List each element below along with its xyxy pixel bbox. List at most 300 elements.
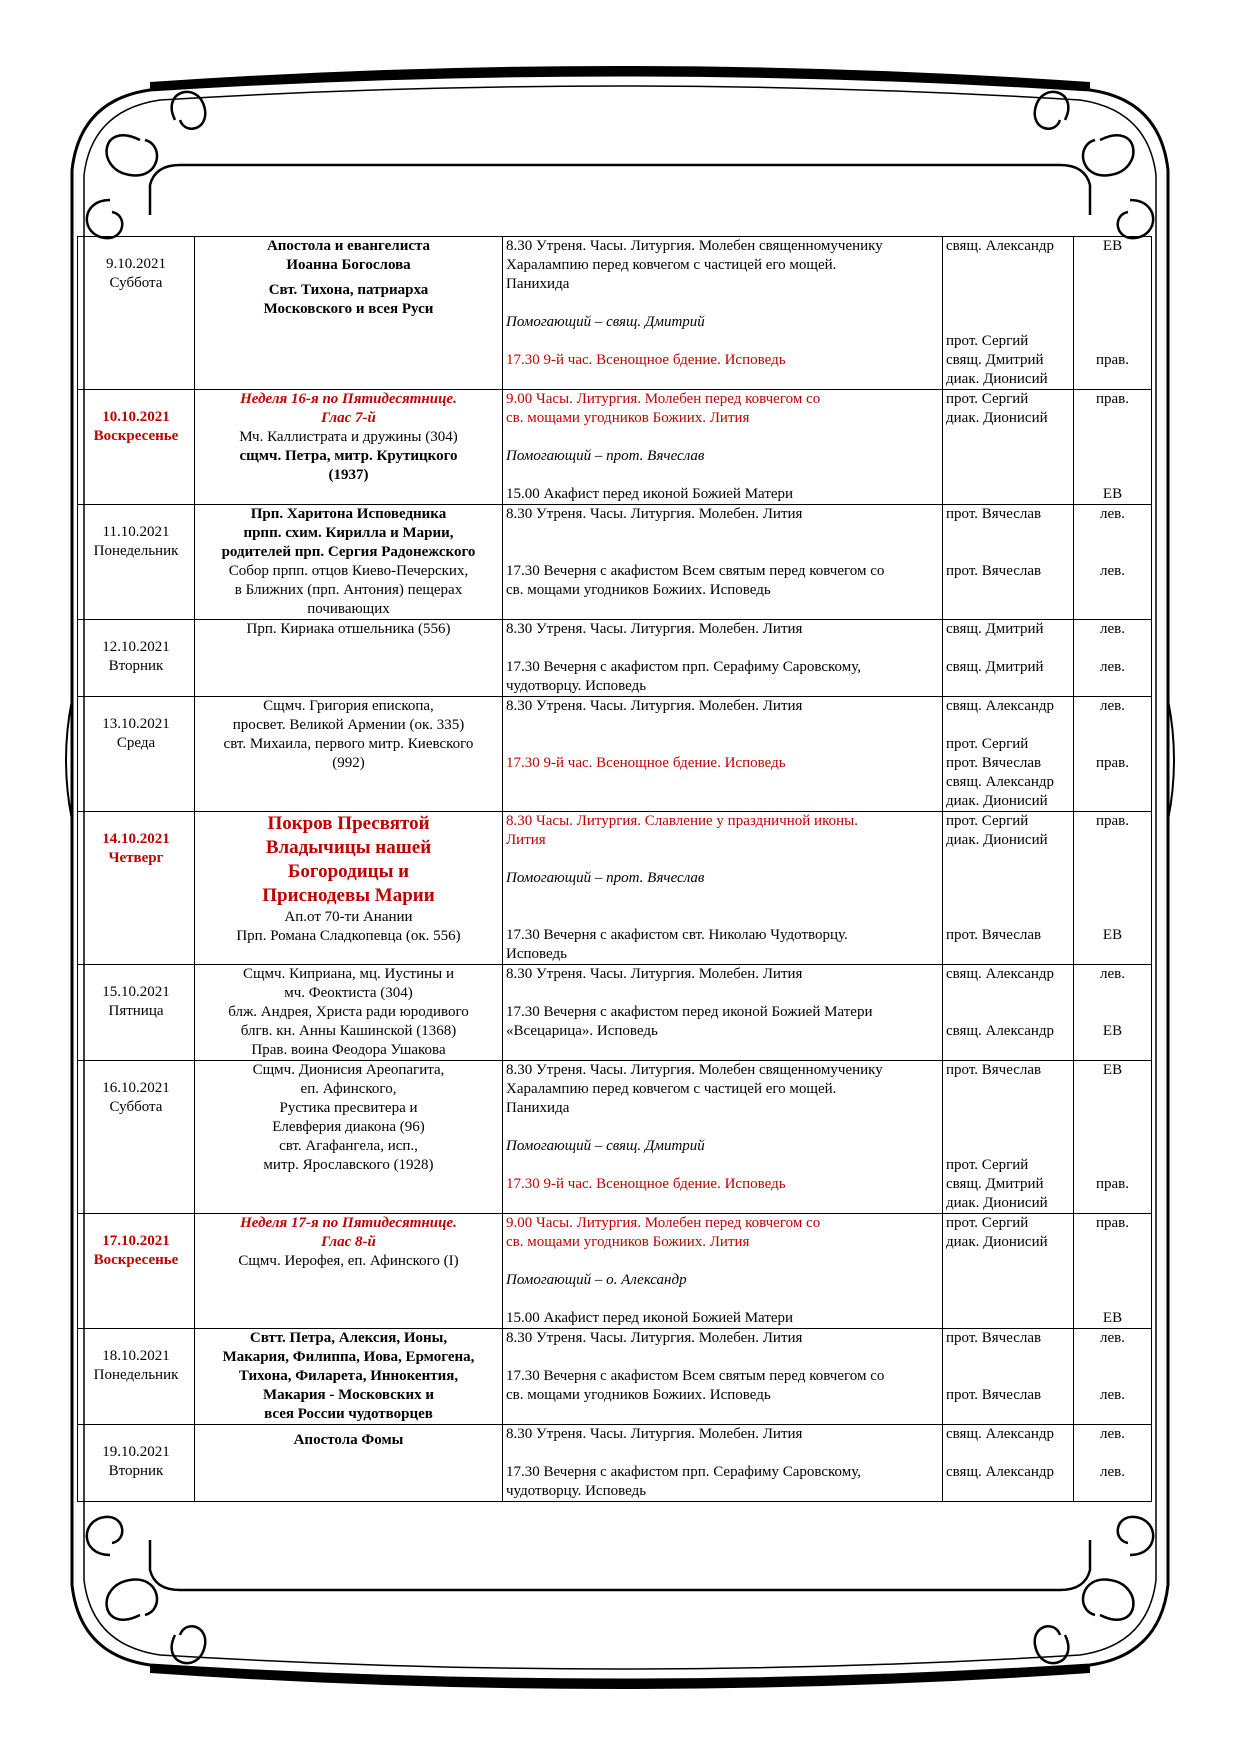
saint-line: в Ближних (прп. Антония) пещерах: [234, 582, 463, 598]
choir-line: лев.: [1100, 1330, 1125, 1346]
clergy-line: прот. Сергий: [946, 813, 1029, 829]
day-date-cell: [78, 390, 195, 505]
saint-line: Собор прпп. отцов Киево-Печерских,: [228, 563, 469, 579]
clergy-line: диак. Дионисий: [946, 1234, 1048, 1250]
service-line: [506, 888, 939, 907]
service-line: [506, 850, 939, 869]
saints-cell: [195, 390, 503, 505]
services-cell: [503, 237, 943, 390]
clergy-line: [946, 639, 1070, 658]
choir-line: [1077, 792, 1148, 811]
service-line: 9.00 Часы. Литургия. Молебен перед ковчегом со: [506, 391, 821, 407]
saint-line: мч. Феоктиста (304): [284, 985, 413, 1001]
choir-line: [1077, 466, 1148, 485]
saint-line: Неделя 17-я по Пятидесятнице.: [240, 1215, 457, 1231]
clergy-cell: [943, 620, 1074, 697]
choir-cell: [1074, 1329, 1152, 1425]
clergy-line: [946, 466, 1070, 485]
choir-line: [1077, 1118, 1148, 1137]
service-line: чудотворцу. Исповедь: [506, 678, 647, 694]
saint-line: (1937): [328, 467, 369, 483]
clergy-line: прот. Сергий: [946, 736, 1029, 752]
clergy-line: диак. Дионисий: [946, 410, 1048, 426]
clergy-line: свящ. Александр: [946, 966, 1055, 982]
saint-line: Прп. Кириака отшельника (556): [246, 621, 451, 637]
choir-line: прав.: [1095, 1176, 1130, 1192]
clergy-cell: [943, 237, 1074, 390]
service-line: «Всецарица». Исповедь: [506, 1023, 658, 1039]
choir-line: ЕВ: [1102, 1062, 1123, 1078]
service-line: 8.30 Утреня. Часы. Литургия. Молебен. Лития: [506, 506, 803, 522]
clergy-line: [946, 907, 1070, 926]
choir-line: лев.: [1100, 621, 1125, 637]
clergy-line: [946, 869, 1070, 888]
service-line: 9.00 Часы. Литургия. Молебен перед ковчегом со: [506, 1215, 821, 1231]
choir-line: лев.: [1100, 1387, 1125, 1403]
day-weekday: Суббота: [109, 275, 163, 291]
schedule-row: [78, 697, 1152, 812]
day-weekday: Четверг: [108, 850, 164, 866]
day-date: 19.10.2021: [102, 1444, 170, 1460]
saint-line: Тихона, Филарета, Иннокентия,: [238, 1368, 459, 1384]
saint-line: всея России чудотворцев: [264, 1406, 433, 1422]
clergy-cell: [943, 1214, 1074, 1329]
choir-line: [1077, 1271, 1148, 1290]
day-date: 17.10.2021: [102, 1233, 170, 1249]
choir-cell: [1074, 620, 1152, 697]
clergy-line: [946, 1080, 1070, 1099]
clergy-line: [946, 1348, 1070, 1367]
clergy-line: свящ. Дмитрий: [946, 659, 1044, 675]
clergy-line: прот. Вячеслав: [946, 1062, 1042, 1078]
choir-line: [1077, 1367, 1148, 1386]
day-date: 12.10.2021: [102, 639, 170, 655]
clergy-line: [946, 1137, 1070, 1156]
saint-line: Прп. Харитона Исповедника: [250, 506, 447, 522]
schedule-row: [78, 965, 1152, 1061]
service-line: 8.30 Утреня. Часы. Литургия. Молебен. Лития: [506, 966, 803, 982]
saint-line: Елевферия диакона (96): [272, 1119, 425, 1135]
day-date-cell: [78, 812, 195, 965]
day-weekday: Вторник: [108, 1463, 164, 1479]
day-date: 16.10.2021: [102, 1080, 170, 1096]
schedule-row: [78, 390, 1152, 505]
clergy-line: [946, 1099, 1070, 1118]
saint-line: еп. Афинского,: [300, 1081, 397, 1097]
choir-line: ЕВ: [1102, 927, 1123, 943]
choir-line: [1077, 1080, 1148, 1099]
choir-cell: [1074, 237, 1152, 390]
service-line: [506, 428, 939, 447]
clergy-line: [946, 850, 1070, 869]
choir-line: [1077, 1003, 1148, 1022]
day-weekday: Воскресенье: [93, 428, 179, 444]
choir-line: [1077, 256, 1148, 275]
choir-line: [1077, 1444, 1148, 1463]
choir-line: [1077, 984, 1148, 1003]
services-cell: [503, 965, 943, 1061]
day-date-cell: [78, 697, 195, 812]
clergy-line: [946, 485, 1070, 504]
day-date: 18.10.2021: [102, 1348, 170, 1364]
choir-line: [1077, 447, 1148, 466]
service-line: Панихида: [506, 276, 570, 292]
choir-cell: [1074, 697, 1152, 812]
choir-line: [1077, 1233, 1148, 1252]
choir-line: [1077, 1290, 1148, 1309]
day-date: 14.10.2021: [102, 831, 170, 847]
service-line: 17.30 9-й час. Всенощное бдение. Исповедь: [506, 352, 786, 368]
choir-line: прав.: [1095, 755, 1130, 771]
choir-line: [1077, 1348, 1148, 1367]
day-weekday: Понедельник: [93, 1367, 179, 1383]
service-line: 17.30 Вечерня с акафистом Всем святым перед ковчегом со: [506, 563, 885, 579]
clergy-line: диак. Дионисий: [946, 832, 1048, 848]
clergy-line: диак. Дионисий: [946, 793, 1048, 809]
service-line: 8.30 Утреня. Часы. Литургия. Молебен. Лития: [506, 698, 803, 714]
clergy-cell: [943, 505, 1074, 620]
service-line: 15.00 Акафист перед иконой Божией Матери: [506, 1310, 794, 1326]
saints-cell: [195, 620, 503, 697]
service-line: 17.30 Вечерня с акафистом Всем святым перед ковчегом со: [506, 1368, 885, 1384]
clergy-cell: [943, 812, 1074, 965]
choir-line: лев.: [1100, 659, 1125, 675]
choir-line: ЕВ: [1102, 1023, 1123, 1039]
choir-line: лев.: [1100, 698, 1125, 714]
clergy-line: диак. Дионисий: [946, 1195, 1048, 1211]
clergy-line: [946, 888, 1070, 907]
choir-line: [1077, 1252, 1148, 1271]
saint-line: блж. Андрея, Христа ради юродивого: [228, 1004, 469, 1020]
saints-cell: [195, 1061, 503, 1214]
choir-line: [1077, 735, 1148, 754]
clergy-line: [946, 716, 1070, 735]
service-line: [506, 1118, 939, 1137]
choir-line: [1077, 409, 1148, 428]
choir-line: [1077, 1099, 1148, 1118]
saint-line: Свтт. Петра, Алексия, Ионы,: [249, 1330, 448, 1346]
day-weekday: Вторник: [108, 658, 164, 674]
saint-line: прпп. схим. Кирилла и Марии,: [243, 525, 454, 541]
day-weekday: Понедельник: [93, 543, 179, 559]
saint-line: митр. Ярославского (1928): [263, 1157, 434, 1173]
day-date-cell: [78, 1329, 195, 1425]
choir-line: лев.: [1100, 966, 1125, 982]
day-date-cell: [78, 237, 195, 390]
saint-line: Свт. Тихона, патриарха: [268, 282, 429, 298]
choir-line: [1077, 294, 1148, 313]
saint-line: Неделя 16-я по Пятидесятнице.: [240, 391, 457, 407]
service-line: 17.30 Вечерня с акафистом прп. Серафиму Саровскому,: [506, 659, 862, 675]
choir-line: [1077, 370, 1148, 389]
day-date-cell: [78, 620, 195, 697]
clergy-line: [946, 1271, 1070, 1290]
service-line: Исповедь: [506, 946, 567, 962]
service-line: Помогающий – прот. Вячеслав: [506, 870, 705, 886]
service-line: св. мощами угодников Божиих. Лития: [506, 410, 750, 426]
clergy-line: прот. Вячеслав: [946, 1387, 1042, 1403]
day-date-cell: [78, 1425, 195, 1502]
service-line: [506, 716, 939, 735]
clergy-line: прот. Сергий: [946, 391, 1029, 407]
day-weekday: Суббота: [109, 1099, 163, 1115]
clergy-line: прот. Вячеслав: [946, 755, 1042, 771]
choir-line: [1077, 428, 1148, 447]
clergy-line: прот. Вячеслав: [946, 563, 1042, 579]
day-date: 15.10.2021: [102, 984, 170, 1000]
service-line: [506, 907, 939, 926]
clergy-line: [946, 543, 1070, 562]
saint-line: Прав. воина Феодора Ушакова: [251, 1042, 446, 1058]
saint-line: Апостола Фомы: [293, 1432, 404, 1448]
clergy-line: [946, 256, 1070, 275]
service-line: 8.30 Утреня. Часы. Литургия. Молебен священномученику: [506, 1062, 883, 1078]
day-date: 9.10.2021: [106, 256, 166, 272]
clergy-line: [946, 275, 1070, 294]
clergy-line: [946, 428, 1070, 447]
choir-line: [1077, 850, 1148, 869]
saint-line: Богородицы и: [287, 861, 410, 882]
service-line: Панихида: [506, 1100, 570, 1116]
choir-line: [1077, 907, 1148, 926]
service-line: 17.30 9-й час. Всенощное бдение. Исповедь: [506, 1176, 786, 1192]
service-line: Помогающий – свящ. Дмитрий: [506, 314, 705, 330]
clergy-line: [946, 1118, 1070, 1137]
choir-line: прав.: [1095, 391, 1130, 407]
services-cell: [503, 1061, 943, 1214]
clergy-line: прот. Вячеслав: [946, 506, 1042, 522]
choir-line: прав.: [1095, 1215, 1130, 1231]
saint-line: Прп. Романа Сладкопевца (ок. 556): [236, 928, 461, 944]
choir-line: ЕВ: [1102, 1310, 1123, 1326]
saint-line: почивающих: [307, 601, 390, 617]
clergy-line: [946, 1444, 1070, 1463]
saint-line: блгв. кн. Анны Кашинской (1368): [240, 1023, 457, 1039]
clergy-cell: [943, 390, 1074, 505]
clergy-cell: [943, 965, 1074, 1061]
schedule-row: [78, 237, 1152, 390]
choir-line: [1077, 543, 1148, 562]
choir-cell: [1074, 1061, 1152, 1214]
saint-line: Макария - Московских и: [263, 1387, 434, 1403]
choir-line: [1077, 1156, 1148, 1175]
clergy-line: свящ. Дмитрий: [946, 1176, 1044, 1192]
choir-line: лев.: [1100, 1426, 1125, 1442]
saint-line: Московского и всея Руси: [263, 301, 434, 317]
day-weekday: Воскресенье: [93, 1252, 179, 1268]
clergy-line: диак. Дионисий: [946, 371, 1048, 387]
saint-line: Приснодевы Марии: [262, 885, 435, 906]
services-cell: [503, 620, 943, 697]
service-line: Харалампию перед ковчегом с частицей его мощей.: [506, 257, 837, 273]
saint-line: Сщмч. Киприана, мц. Иустины и: [243, 966, 454, 982]
saint-line: Сщмч. Дионисия Ареопагита,: [252, 1062, 445, 1078]
services-cell: [503, 697, 943, 812]
saints-cell: [195, 237, 503, 390]
choir-line: [1077, 1194, 1148, 1213]
saint-line: (992): [332, 755, 365, 771]
schedule-row: [78, 812, 1152, 965]
service-line: [506, 984, 939, 1003]
clergy-line: свящ. Александр: [946, 1023, 1055, 1039]
saint-line: Покров Пресвятой: [267, 813, 430, 834]
saints-cell: [195, 1214, 503, 1329]
services-cell: [503, 390, 943, 505]
saint-line: Макария, Филиппа, Иова, Ермогена,: [222, 1349, 475, 1365]
saints-cell: [195, 697, 503, 812]
service-line: Помогающий – прот. Вячеслав: [506, 448, 705, 464]
choir-line: [1077, 869, 1148, 888]
service-line: 8.30 Утреня. Часы. Литургия. Молебен священномученику: [506, 238, 883, 254]
saint-line: свт. Агафангела, исп.,: [279, 1138, 418, 1154]
saint-line: Ап.от 70-ти Анании: [284, 909, 413, 925]
service-line: [506, 332, 939, 351]
choir-cell: [1074, 812, 1152, 965]
choir-line: лев.: [1100, 506, 1125, 522]
day-weekday: Среда: [116, 735, 156, 751]
clergy-cell: [943, 1329, 1074, 1425]
services-cell: [503, 1425, 943, 1502]
saint-line: Мч. Каллистрата и дружины (304): [239, 429, 458, 445]
service-line: [506, 639, 939, 658]
clergy-line: [946, 1309, 1070, 1328]
saint-line: Глас 8-й: [321, 1234, 376, 1250]
service-line: [506, 294, 939, 313]
choir-line: [1077, 639, 1148, 658]
service-line: [506, 466, 939, 485]
saint-line: Сщмч. Иерофея, еп. Афинского (I): [238, 1253, 459, 1269]
choir-line: [1077, 716, 1148, 735]
services-cell: [503, 812, 943, 965]
service-line: [506, 735, 939, 754]
saint-line: Апостола и евангелиста: [266, 238, 431, 254]
clergy-line: [946, 447, 1070, 466]
saint-line: родителей прп. Сергия Радонежского: [221, 544, 476, 560]
service-line: св. мощами угодников Божиих. Лития: [506, 1234, 750, 1250]
day-date-cell: [78, 505, 195, 620]
day-date-cell: [78, 1214, 195, 1329]
choir-line: лев.: [1100, 563, 1125, 579]
service-line: Помогающий – о. Александр: [506, 1272, 687, 1288]
clergy-line: свящ. Александр: [946, 238, 1055, 254]
service-line: 17.30 Вечерня с акафистом прп. Серафиму Саровскому,: [506, 1464, 862, 1480]
day-weekday: Пятница: [108, 1003, 164, 1019]
schedule-row: [78, 1425, 1152, 1502]
saints-cell: [195, 1329, 503, 1425]
services-cell: [503, 1329, 943, 1425]
saints-cell: [195, 1425, 503, 1502]
clergy-line: свящ. Александр: [946, 698, 1055, 714]
schedule-row: [78, 620, 1152, 697]
choir-line: ЕВ: [1102, 238, 1123, 254]
choir-line: прав.: [1095, 813, 1130, 829]
service-line: Лития: [506, 832, 546, 848]
choir-cell: [1074, 390, 1152, 505]
choir-cell: [1074, 1425, 1152, 1502]
service-line: [506, 543, 939, 562]
choir-cell: [1074, 1214, 1152, 1329]
choir-line: [1077, 332, 1148, 351]
service-line: 8.30 Часы. Литургия. Славление у праздничной иконы.: [506, 813, 858, 829]
clergy-line: [946, 313, 1070, 332]
clergy-line: прот. Вячеслав: [946, 927, 1042, 943]
choir-line: [1077, 831, 1148, 850]
service-line: 15.00 Акафист перед иконой Божией Матери: [506, 486, 794, 502]
service-line: 17.30 9-й час. Всенощное бдение. Исповедь: [506, 755, 786, 771]
saints-cell: [195, 965, 503, 1061]
saint-line: свт. Михаила, первого митр. Киевского: [223, 736, 474, 752]
service-line: св. мощами угодников Божиих. Исповедь: [506, 582, 771, 598]
saint-line: Сщмч. Григория епископа,: [263, 698, 434, 714]
choir-line: прав.: [1095, 352, 1130, 368]
saints-cell: [195, 505, 503, 620]
service-line: [506, 1348, 939, 1367]
choir-cell: [1074, 505, 1152, 620]
service-line: 17.30 Вечерня с акафистом перед иконой Божией Матери: [506, 1004, 873, 1020]
day-date-cell: [78, 965, 195, 1061]
services-cell: [503, 505, 943, 620]
day-date: 10.10.2021: [102, 409, 170, 425]
day-date: 13.10.2021: [102, 716, 170, 732]
service-line: [506, 1444, 939, 1463]
clergy-line: [946, 294, 1070, 313]
saints-cell: [195, 812, 503, 965]
choir-line: [1077, 524, 1148, 543]
choir-line: [1077, 1137, 1148, 1156]
clergy-line: свящ. Дмитрий: [946, 352, 1044, 368]
clergy-line: прот. Вячеслав: [946, 1330, 1042, 1346]
saint-line: сщмч. Петра, митр. Крутицкого: [239, 448, 458, 464]
clergy-line: прот. Сергий: [946, 1215, 1029, 1231]
saint-line: Рустика пресвитера и: [279, 1100, 418, 1116]
saint-line: Владычицы нашей: [265, 837, 432, 858]
service-line: [506, 1290, 939, 1309]
clergy-line: [946, 1252, 1070, 1271]
service-line: Харалампию перед ковчегом с частицей его мощей.: [506, 1081, 837, 1097]
choir-cell: [1074, 965, 1152, 1061]
clergy-line: [946, 984, 1070, 1003]
choir-line: [1077, 275, 1148, 294]
choir-line: ЕВ: [1102, 486, 1123, 502]
clergy-line: свящ. Дмитрий: [946, 621, 1044, 637]
clergy-line: свящ. Александр: [946, 774, 1055, 790]
services-cell: [503, 1214, 943, 1329]
schedule-row: [78, 505, 1152, 620]
service-line: 8.30 Утреня. Часы. Литургия. Молебен. Лития: [506, 1426, 803, 1442]
clergy-line: [946, 1367, 1070, 1386]
clergy-line: [946, 1003, 1070, 1022]
service-line: 17.30 Вечерня с акафистом свт. Николаю Чудотворцу.: [506, 927, 848, 943]
clergy-cell: [943, 697, 1074, 812]
service-line: 8.30 Утреня. Часы. Литургия. Молебен. Лития: [506, 1330, 803, 1346]
clergy-line: прот. Сергий: [946, 1157, 1029, 1173]
service-line: чудотворцу. Исповедь: [506, 1483, 647, 1499]
clergy-line: [946, 1290, 1070, 1309]
clergy-line: свящ. Александр: [946, 1464, 1055, 1480]
service-line: св. мощами угодников Божиих. Исповедь: [506, 1387, 771, 1403]
schedule-row: [78, 1214, 1152, 1329]
schedule-rows: [78, 237, 1152, 1502]
day-date: 11.10.2021: [102, 524, 170, 540]
service-line: [506, 1252, 939, 1271]
schedule-row: [78, 1061, 1152, 1214]
service-line: [506, 524, 939, 543]
saint-line: Иоанна Богослова: [286, 257, 411, 273]
service-line: [506, 1156, 939, 1175]
clergy-line: прот. Сергий: [946, 333, 1029, 349]
clergy-cell: [943, 1061, 1074, 1214]
clergy-line: свящ. Александр: [946, 1426, 1055, 1442]
